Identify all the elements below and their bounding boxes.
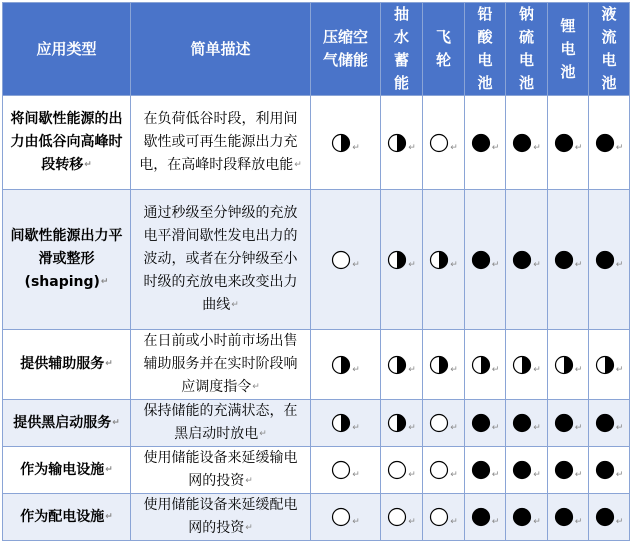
rating-full-circle-icon	[554, 133, 574, 153]
header-lead-acid: 铅酸电池	[465, 3, 506, 96]
rating-cell-sodium-sulfur	[506, 494, 548, 541]
rating-empty-circle-icon	[331, 250, 351, 270]
rating-empty-circle-icon	[429, 507, 449, 527]
row-description: 在日前或小时前市场出售辅助服务并在实时阶段响应调度指令↵	[131, 330, 311, 400]
header-pumped-hydro: 抽水蓄能	[381, 3, 423, 96]
table-row	[3, 400, 630, 447]
rating-cell-pumped-hydro	[381, 494, 423, 541]
rating-cell-lead-acid	[465, 96, 506, 190]
paragraph-mark: ↵	[615, 142, 624, 153]
storage-application-table	[2, 2, 630, 541]
rating-cell-pumped-hydro	[381, 400, 423, 447]
rating-cell-sodium-sulfur	[506, 190, 548, 330]
rating-cell-flywheel	[423, 96, 465, 190]
paragraph-mark: ↵	[450, 364, 458, 375]
header-row	[3, 3, 630, 96]
paragraph-mark: ↵	[615, 517, 624, 528]
paragraph-mark: ↵	[408, 470, 416, 481]
rating-full-circle-icon	[471, 133, 491, 153]
paragraph-mark: ↵	[294, 160, 302, 170]
rating-full-circle-icon	[554, 250, 574, 270]
rating-cell-flywheel	[423, 447, 465, 494]
paragraph-mark: ↵	[105, 359, 113, 369]
rating-half-circle-icon	[387, 355, 407, 375]
rating-full-circle-icon	[595, 133, 615, 153]
rating-cell-pumped-hydro	[381, 330, 423, 400]
rating-empty-circle-icon	[331, 507, 351, 527]
paragraph-mark: ↵	[245, 523, 253, 533]
paragraph-mark: ↵	[533, 142, 541, 153]
paragraph-mark: ↵	[491, 259, 500, 270]
paragraph-mark: ↵	[491, 142, 500, 153]
rating-cell-flow-battery	[589, 96, 630, 190]
rating-cell-lithium	[548, 494, 589, 541]
table-row	[3, 330, 630, 400]
table-row	[3, 447, 630, 494]
rating-half-circle-icon	[387, 250, 407, 270]
rating-half-circle-icon	[429, 355, 449, 375]
paragraph-mark: ↵	[450, 423, 458, 434]
paragraph-mark: ↵	[574, 517, 583, 528]
rating-empty-circle-icon	[387, 507, 407, 527]
row-app-type: 作为输电设施↵	[3, 447, 131, 494]
row-description: 通过秒级至分钟级的充放电平滑间歇性发电出力的波动，或者在分钟级至小时级的充放电来改变出力曲线↵	[131, 190, 311, 330]
rating-half-circle-icon	[471, 355, 491, 375]
paragraph-mark: ↵	[352, 470, 360, 481]
rating-cell-flow-battery	[589, 330, 630, 400]
paragraph-mark: ↵	[352, 259, 360, 270]
paragraph-mark: ↵	[615, 259, 624, 270]
rating-cell-sodium-sulfur	[506, 96, 548, 190]
rating-full-circle-icon	[554, 413, 574, 433]
rating-cell-flow-battery	[589, 190, 630, 330]
rating-cell-lithium	[548, 330, 589, 400]
rating-full-circle-icon	[471, 460, 491, 480]
paragraph-mark: ↵	[615, 470, 624, 481]
rating-full-circle-icon	[471, 507, 491, 527]
rating-cell-sodium-sulfur	[506, 400, 548, 447]
rating-half-circle-icon	[331, 133, 351, 153]
row-app-type: 作为配电设施↵	[3, 494, 131, 541]
paragraph-mark: ↵	[450, 142, 458, 153]
rating-full-circle-icon	[595, 413, 615, 433]
rating-cell-lithium	[548, 96, 589, 190]
rating-cell-lithium	[548, 447, 589, 494]
rating-half-circle-icon	[429, 250, 449, 270]
rating-empty-circle-icon	[429, 413, 449, 433]
paragraph-mark: ↵	[615, 364, 624, 375]
rating-full-circle-icon	[595, 250, 615, 270]
rating-cell-compressed-air	[311, 96, 381, 190]
rating-full-circle-icon	[554, 507, 574, 527]
rating-full-circle-icon	[554, 460, 574, 480]
paragraph-mark: ↵	[533, 423, 541, 434]
rating-half-circle-icon	[554, 355, 574, 375]
rating-half-circle-icon	[512, 355, 532, 375]
row-app-type: 提供辅助服务↵	[3, 330, 131, 400]
table-row	[3, 190, 630, 330]
paragraph-mark: ↵	[574, 142, 583, 153]
rating-full-circle-icon	[512, 413, 532, 433]
paragraph-mark: ↵	[408, 517, 416, 528]
paragraph-mark: ↵	[491, 423, 500, 434]
paragraph-mark: ↵	[491, 517, 500, 528]
rating-full-circle-icon	[512, 460, 532, 480]
header-sodium-sulfur: 钠硫电池	[506, 3, 548, 96]
paragraph-mark: ↵	[245, 476, 253, 486]
paragraph-mark: ↵	[259, 429, 267, 439]
header-flow-battery: 液流电池	[589, 3, 630, 96]
header-flywheel: 飞轮	[423, 3, 465, 96]
rating-cell-compressed-air	[311, 330, 381, 400]
rating-empty-circle-icon	[331, 460, 351, 480]
rating-cell-lithium	[548, 400, 589, 447]
rating-full-circle-icon	[512, 507, 532, 527]
paragraph-mark: ↵	[615, 423, 624, 434]
rating-half-circle-icon	[387, 413, 407, 433]
rating-cell-sodium-sulfur	[506, 447, 548, 494]
paragraph-mark: ↵	[408, 259, 416, 270]
paragraph-mark: ↵	[408, 142, 416, 153]
rating-cell-flow-battery	[589, 447, 630, 494]
rating-full-circle-icon	[512, 133, 532, 153]
rating-half-circle-icon	[595, 355, 615, 375]
rating-cell-flow-battery	[589, 494, 630, 541]
paragraph-mark: ↵	[352, 364, 360, 375]
paragraph-mark: ↵	[450, 470, 458, 481]
rating-full-circle-icon	[595, 460, 615, 480]
rating-cell-flywheel	[423, 190, 465, 330]
rating-full-circle-icon	[471, 413, 491, 433]
rating-half-circle-icon	[331, 413, 351, 433]
paragraph-mark: ↵	[112, 417, 120, 428]
paragraph-mark: ↵	[533, 517, 541, 528]
rating-half-circle-icon	[387, 133, 407, 153]
paragraph-mark: ↵	[408, 423, 416, 434]
paragraph-mark: ↵	[450, 259, 458, 270]
row-app-type: 提供黑启动服务↵	[3, 400, 131, 447]
paragraph-mark: ↵	[574, 423, 583, 434]
rating-empty-circle-icon	[429, 460, 449, 480]
rating-cell-lead-acid	[465, 190, 506, 330]
rating-cell-lithium	[548, 190, 589, 330]
paragraph-mark: ↵	[100, 277, 109, 287]
header-description: 简单描述	[131, 3, 311, 96]
paragraph-mark: ↵	[491, 364, 500, 375]
rating-cell-lead-acid	[465, 400, 506, 447]
row-description: 使用储能设备来延缓配电网的投资↵	[131, 494, 311, 541]
rating-cell-flywheel	[423, 494, 465, 541]
row-app-type: 间歇性能源出力平滑或整形(shaping)↵	[3, 190, 131, 330]
rating-cell-pumped-hydro	[381, 447, 423, 494]
paragraph-mark: ↵	[574, 470, 583, 481]
rating-full-circle-icon	[512, 250, 532, 270]
rating-cell-flywheel	[423, 330, 465, 400]
header-compressed-air: 压缩空气储能	[311, 3, 381, 96]
paragraph-mark: ↵	[252, 382, 260, 392]
rating-empty-circle-icon	[429, 133, 449, 153]
paragraph-mark: ↵	[84, 160, 92, 170]
header-app-type: 应用类型	[3, 3, 131, 96]
rating-empty-circle-icon	[387, 460, 407, 480]
rating-cell-lead-acid	[465, 494, 506, 541]
row-app-type: 将间歇性能源的出力由低谷向高峰时段转移↵	[3, 96, 131, 190]
rating-cell-compressed-air	[311, 494, 381, 541]
rating-cell-compressed-air	[311, 447, 381, 494]
rating-cell-sodium-sulfur	[506, 330, 548, 400]
rating-cell-pumped-hydro	[381, 190, 423, 330]
paragraph-mark: ↵	[105, 511, 113, 522]
paragraph-mark: ↵	[574, 364, 583, 375]
paragraph-mark: ↵	[352, 517, 360, 528]
paragraph-mark: ↵	[231, 300, 239, 310]
paragraph-mark: ↵	[105, 464, 113, 475]
paragraph-mark: ↵	[450, 517, 458, 528]
rating-half-circle-icon	[331, 355, 351, 375]
row-description: 保持储能的充满状态，在黑启动时放电↵	[131, 400, 311, 447]
paragraph-mark: ↵	[533, 364, 541, 375]
rating-cell-lead-acid	[465, 330, 506, 400]
paragraph-mark: ↵	[533, 259, 541, 270]
table-row	[3, 494, 630, 541]
header-lithium: 锂电池	[548, 3, 589, 96]
row-description: 使用储能设备来延缓输电网的投资↵	[131, 447, 311, 494]
paragraph-mark: ↵	[491, 470, 500, 481]
rating-cell-flow-battery	[589, 400, 630, 447]
rating-full-circle-icon	[595, 507, 615, 527]
rating-full-circle-icon	[471, 250, 491, 270]
rating-cell-compressed-air	[311, 190, 381, 330]
paragraph-mark: ↵	[533, 470, 541, 481]
paragraph-mark: ↵	[352, 142, 360, 153]
paragraph-mark: ↵	[574, 259, 583, 270]
rating-cell-lead-acid	[465, 447, 506, 494]
paragraph-mark: ↵	[352, 423, 360, 434]
rating-cell-compressed-air	[311, 400, 381, 447]
paragraph-mark: ↵	[408, 364, 416, 375]
row-description: 在负荷低谷时段，利用间歇性或可再生能源出力充电，在高峰时段释放电能↵	[131, 96, 311, 190]
rating-cell-flywheel	[423, 400, 465, 447]
rating-cell-pumped-hydro	[381, 96, 423, 190]
table-row	[3, 96, 630, 190]
